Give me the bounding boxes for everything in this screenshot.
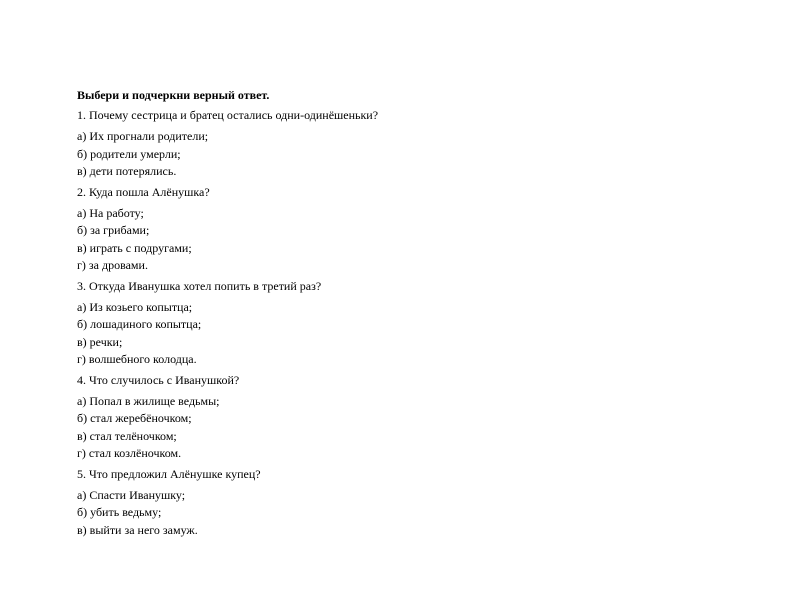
question-block-4: [77, 373, 717, 463]
question-block-5: [77, 467, 717, 540]
answer-option: в) речки;: [77, 334, 123, 349]
answer-option: а) Попал в жилище ведьмы;: [77, 393, 220, 408]
question-text: 2. Куда пошла Алёнушка?: [77, 184, 210, 199]
answer-option: а) Из козьего копытца;: [77, 299, 193, 314]
question-block-3: [77, 279, 717, 369]
question-text: 1. Почему сестрица и братец остались одни-одинёшеньки?: [77, 108, 379, 122]
answer-option: в) стал телёночком;: [77, 428, 177, 443]
answer-option: б) за грибами;: [77, 223, 150, 237]
answer-option: в) выйти за него замуж.: [77, 522, 198, 537]
answer-option: г) за дровами.: [77, 258, 148, 272]
question-text: 4. Что случилось с Иванушкой?: [77, 372, 240, 387]
answer-option: г) волшебного колодца.: [77, 352, 197, 366]
answer-option: а) На работу;: [77, 205, 144, 220]
question-block-2: [77, 185, 717, 275]
worksheet-content: [77, 88, 717, 543]
answer-option: б) родители умерли;: [77, 146, 181, 161]
answer-option: б) лошадиного копытца;: [77, 317, 202, 331]
question-text: 3. Откуда Иванушка хотел попить в третий раз?: [77, 278, 322, 293]
question-block-1: [77, 108, 717, 181]
answer-option: б) убить ведьму;: [77, 505, 162, 519]
answer-option: а) Их прогнали родители;: [77, 129, 209, 143]
answer-option: в) дети потерялись.: [77, 164, 177, 178]
answer-option: а) Спасти Иванушку;: [77, 487, 186, 502]
worksheet-title: Выбери и подчеркни верный ответ.: [77, 88, 270, 102]
answer-option: б) стал жеребёночком;: [77, 411, 192, 425]
answer-option: г) стал козлёночком.: [77, 446, 182, 460]
question-text: 5. Что предложил Алёнушке купец?: [77, 466, 261, 481]
answer-option: в) играть с подругами;: [77, 240, 192, 255]
